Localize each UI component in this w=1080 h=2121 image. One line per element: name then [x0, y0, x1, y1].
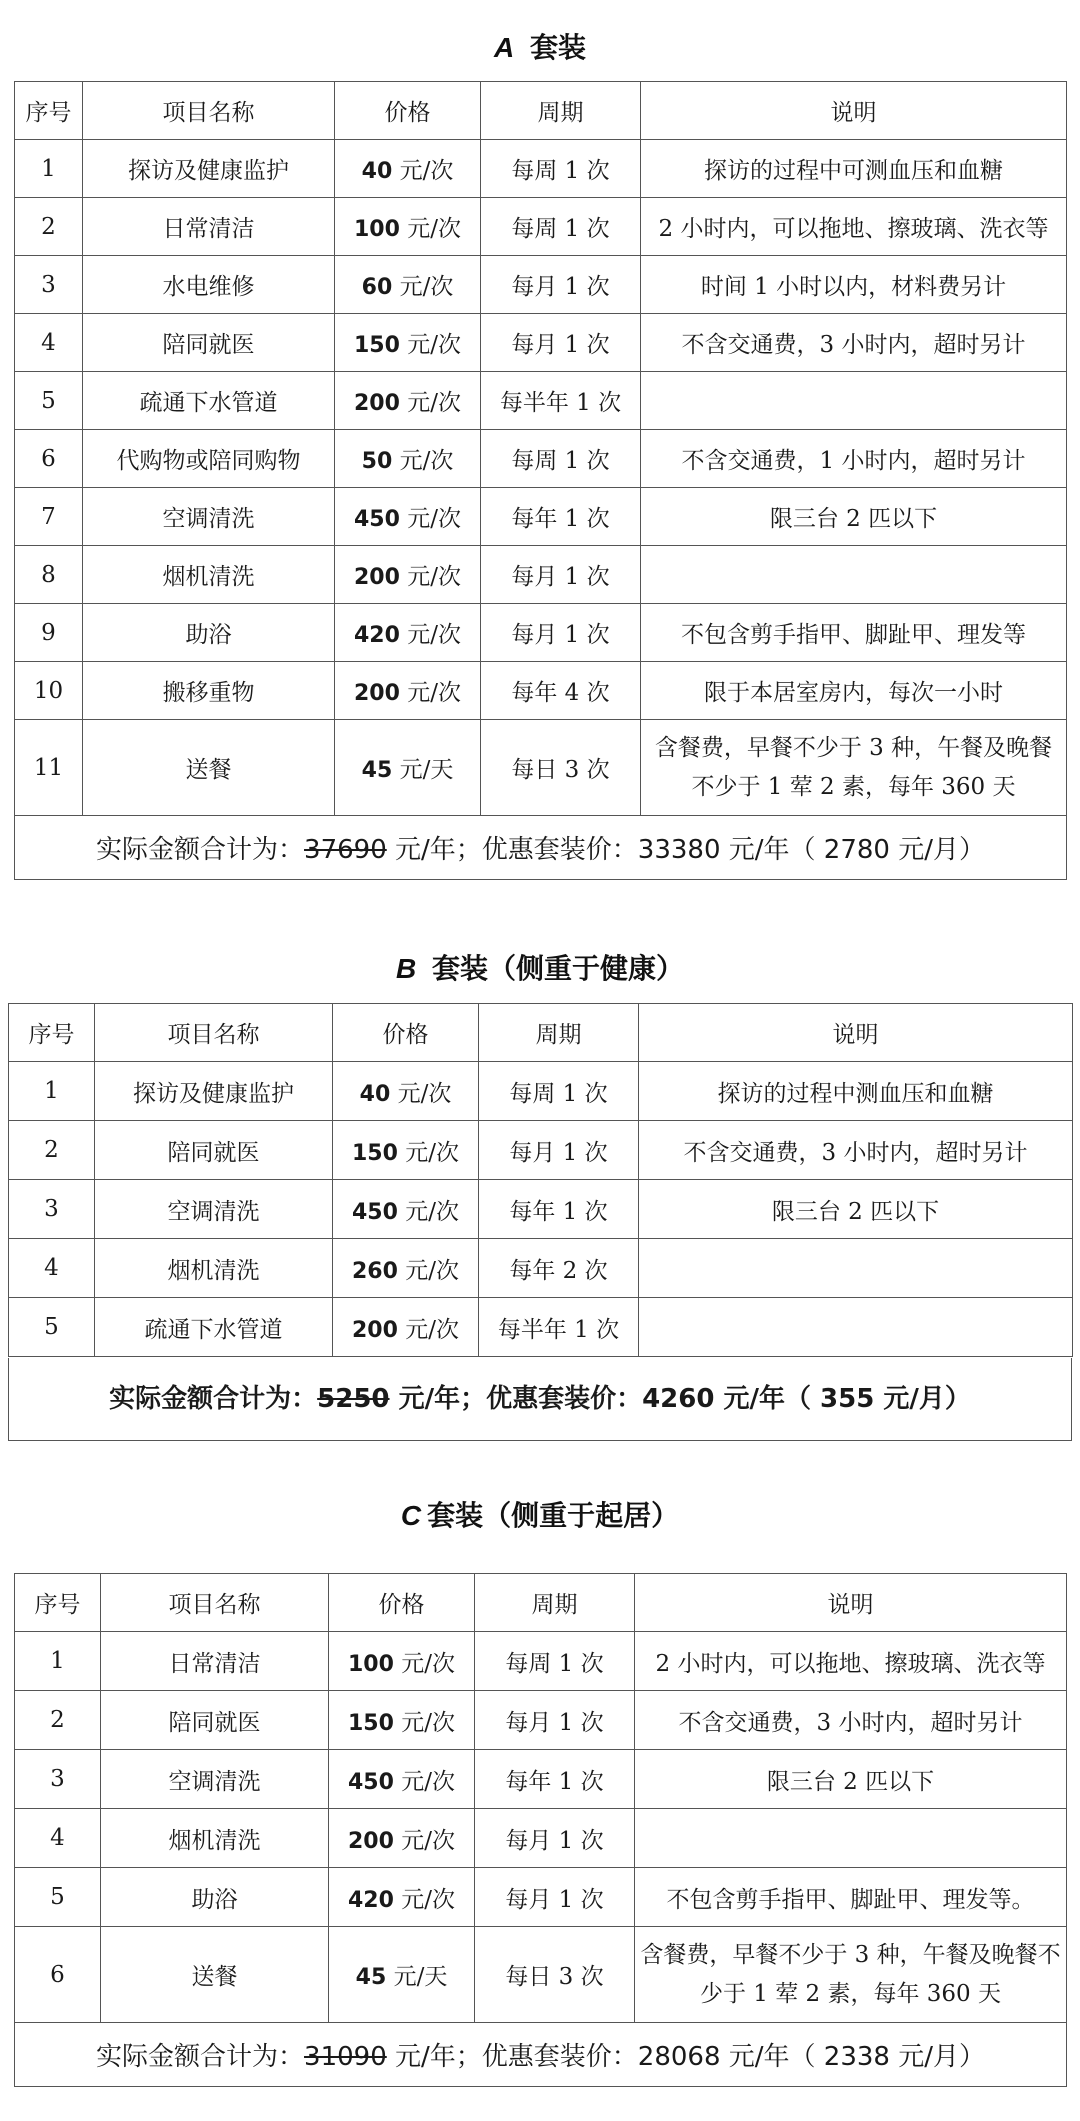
- row-cycle: 每日 3 次: [475, 1927, 635, 2023]
- row-no: 5: [15, 1868, 101, 1927]
- row-no: 1: [15, 140, 83, 198]
- price-number: 260: [352, 1258, 398, 1284]
- row-no: 6: [15, 1927, 101, 2023]
- row-note: 限三台 2 匹以下: [635, 1750, 1067, 1809]
- price-unit: 元/次: [399, 622, 461, 648]
- row-name: 助浴: [83, 604, 335, 662]
- price-number: 100: [354, 217, 400, 242]
- row-name: 陪同就医: [83, 314, 335, 372]
- original-total: 37690: [304, 835, 387, 865]
- package-letter: B: [396, 953, 417, 984]
- header-no: 序号: [15, 1574, 101, 1632]
- price-unit: 元/次: [399, 564, 461, 590]
- discount-price: 4260: [642, 1384, 715, 1414]
- total-mid: 元/年；优惠套装价：: [386, 2042, 638, 2072]
- original-total: 5250: [317, 1384, 390, 1414]
- package-a-table: [14, 81, 1067, 880]
- price-unit: 元/次: [393, 1650, 455, 1677]
- row-price: [335, 198, 481, 256]
- row-name: 疏通下水管道: [83, 372, 335, 430]
- price-unit: 元/次: [393, 1827, 455, 1854]
- discount-price: 28068: [637, 2042, 721, 2072]
- row-price: [333, 1239, 479, 1298]
- row-name: 探访及健康监护: [95, 1062, 333, 1121]
- row-no: 8: [15, 546, 83, 604]
- row-name: 空调清洗: [95, 1180, 333, 1239]
- price-number: 45: [355, 1965, 387, 1990]
- package-c-title: [0, 1494, 1080, 1534]
- row-no: 11: [15, 720, 83, 816]
- header-no: 序号: [15, 82, 83, 140]
- row-cycle: 每日 3 次: [481, 720, 641, 816]
- row-price: [335, 314, 481, 372]
- row-price: [333, 1298, 479, 1357]
- price-number: 450: [354, 507, 400, 532]
- row-note: 不含交通费，3 小时内，超时另计: [635, 1691, 1067, 1750]
- row-name: 日常清洁: [83, 198, 335, 256]
- row-price: [329, 1632, 475, 1691]
- row-price: [333, 1062, 479, 1121]
- row-cycle: 每月 1 次: [475, 1809, 635, 1868]
- table-row: [15, 372, 1067, 430]
- package-title-text: 套装: [520, 31, 586, 64]
- price-number: 420: [348, 1887, 394, 1913]
- row-note: 限三台 2 匹以下: [639, 1180, 1073, 1239]
- row-no: 9: [15, 604, 83, 662]
- total-mid: 元/年；优惠套装价：: [386, 835, 638, 865]
- package-letter: C: [400, 1500, 422, 1531]
- price-unit: 元/次: [393, 1768, 455, 1795]
- table-row: [15, 1750, 1067, 1809]
- price-unit: 元/天: [386, 1964, 448, 1990]
- row-name: 陪同就医: [95, 1121, 333, 1180]
- price-number: 450: [348, 1769, 394, 1795]
- row-name: 陪同就医: [101, 1691, 329, 1750]
- row-price: [333, 1121, 479, 1180]
- total-tail: 元/年（ 2780 元/月）: [720, 835, 985, 865]
- table-row: [9, 1180, 1073, 1239]
- row-price: [335, 430, 481, 488]
- price-unit: 元/次: [399, 332, 461, 358]
- row-cycle: 每年 1 次: [475, 1750, 635, 1809]
- table-row: [15, 314, 1067, 372]
- row-cycle: 每半年 1 次: [481, 372, 641, 430]
- row-note: 时间 1 小时以内，材料费另计: [641, 256, 1067, 314]
- price-number: 200: [354, 391, 400, 416]
- table-row: [15, 488, 1067, 546]
- header-price: 价格: [335, 82, 481, 140]
- row-no: 3: [15, 1750, 101, 1809]
- header-price: 价格: [329, 1574, 475, 1632]
- price-number: 200: [354, 565, 400, 590]
- table-header-row: [9, 1004, 1073, 1062]
- price-unit: 元/次: [397, 1257, 459, 1284]
- row-note: [641, 546, 1067, 604]
- row-price: [335, 372, 481, 430]
- header-cycle: 周期: [479, 1004, 639, 1062]
- table-row: [15, 546, 1067, 604]
- row-name: 烟机清洗: [101, 1809, 329, 1868]
- price-number: 60: [361, 275, 393, 300]
- row-no: 2: [15, 1691, 101, 1750]
- table-row: [15, 1809, 1067, 1868]
- row-note: 2 小时内，可以拖地、擦玻璃、洗衣等: [641, 198, 1067, 256]
- table-row: [9, 1121, 1073, 1180]
- price-unit: 元/次: [399, 506, 461, 532]
- row-price: [335, 604, 481, 662]
- total-tail: 元/年（ 355 元/月）: [714, 1384, 971, 1414]
- total-prefix: 实际金额合计为：: [109, 1384, 318, 1414]
- row-note: [635, 1809, 1067, 1868]
- table-header-row: [15, 1574, 1067, 1632]
- row-note: 2 小时内，可以拖地、擦玻璃、洗衣等: [635, 1632, 1067, 1691]
- row-name: 搬移重物: [83, 662, 335, 720]
- table-row: [15, 1927, 1067, 2023]
- row-price: [329, 1750, 475, 1809]
- price-number: 50: [361, 449, 393, 474]
- row-cycle: 每年 2 次: [479, 1239, 639, 1298]
- table-row: [15, 1868, 1067, 1927]
- total-mid: 元/年；优惠套装价：: [389, 1384, 643, 1414]
- package-b-total: [8, 1358, 1072, 1441]
- price-unit: 元/次: [393, 1709, 455, 1736]
- row-name: 烟机清洗: [83, 546, 335, 604]
- row-note: 探访的过程中测血压和血糖: [639, 1062, 1073, 1121]
- row-cycle: 每年 4 次: [481, 662, 641, 720]
- row-no: 5: [9, 1298, 95, 1357]
- price-number: 45: [361, 758, 393, 783]
- row-no: 3: [15, 256, 83, 314]
- price-number: 420: [354, 623, 400, 648]
- row-name: 疏通下水管道: [95, 1298, 333, 1357]
- price-unit: 元/次: [392, 274, 454, 300]
- price-number: 200: [348, 1828, 394, 1854]
- row-note: 不含交通费，3 小时内，超时另计: [639, 1121, 1073, 1180]
- header-name: 项目名称: [95, 1004, 333, 1062]
- table-row: [15, 720, 1067, 816]
- row-no: 10: [15, 662, 83, 720]
- row-cycle: 每周 1 次: [481, 430, 641, 488]
- row-price: [335, 662, 481, 720]
- row-cycle: 每周 1 次: [479, 1062, 639, 1121]
- price-number: 40: [359, 1081, 391, 1107]
- header-name: 项目名称: [83, 82, 335, 140]
- price-unit: 元/次: [392, 158, 454, 184]
- row-name: 空调清洗: [83, 488, 335, 546]
- header-cycle: 周期: [475, 1574, 635, 1632]
- row-note: [639, 1239, 1073, 1298]
- package-b-title: [0, 947, 1080, 987]
- table-row: [15, 1691, 1067, 1750]
- table-row: [15, 256, 1067, 314]
- header-cycle: 周期: [481, 82, 641, 140]
- row-cycle: 每月 1 次: [481, 604, 641, 662]
- header-note: 说明: [639, 1004, 1073, 1062]
- original-total: 31090: [304, 2042, 387, 2072]
- row-cycle: 每周 1 次: [481, 198, 641, 256]
- total-row: [15, 2023, 1067, 2087]
- row-note: 含餐费，早餐不少于 3 种，午餐及晚餐不少于 1 荤 2 素，每年 360 天: [635, 1927, 1067, 2023]
- row-name: 水电维修: [83, 256, 335, 314]
- row-name: 日常清洁: [101, 1632, 329, 1691]
- row-cycle: 每周 1 次: [481, 140, 641, 198]
- row-cycle: 每月 1 次: [475, 1691, 635, 1750]
- row-note: 不包含剪手指甲、脚趾甲、理发等。: [635, 1868, 1067, 1927]
- package-c-table: [14, 1573, 1067, 2087]
- package-a-title: [0, 26, 1080, 66]
- total-prefix: 实际金额合计为：: [96, 835, 305, 865]
- row-cycle: 每年 1 次: [481, 488, 641, 546]
- table-row: [15, 430, 1067, 488]
- header-name: 项目名称: [101, 1574, 329, 1632]
- package-title-text: 套装（侧重于健康）: [422, 952, 684, 985]
- row-price: [329, 1691, 475, 1750]
- row-price: [329, 1868, 475, 1927]
- price-unit: 元/次: [393, 1886, 455, 1913]
- row-no: 2: [15, 198, 83, 256]
- table-row: [15, 604, 1067, 662]
- price-unit: 元/次: [397, 1316, 459, 1343]
- price-number: 150: [354, 333, 400, 358]
- row-name: 烟机清洗: [95, 1239, 333, 1298]
- row-no: 4: [15, 1809, 101, 1868]
- price-number: 450: [352, 1199, 398, 1225]
- row-price: [335, 720, 481, 816]
- price-number: 200: [352, 1317, 398, 1343]
- price-unit: 元/次: [397, 1139, 459, 1166]
- row-no: 1: [9, 1062, 95, 1121]
- price-unit: 元/次: [397, 1198, 459, 1225]
- package-c-total: [15, 2023, 1067, 2087]
- package-b-table: [8, 1003, 1073, 1357]
- row-name: 探访及健康监护: [83, 140, 335, 198]
- table-row: [15, 662, 1067, 720]
- price-unit: 元/天: [392, 757, 454, 783]
- row-cycle: 每月 1 次: [481, 256, 641, 314]
- row-note: 不含交通费，1 小时内，超时另计: [641, 430, 1067, 488]
- package-title-text: 套装（侧重于起居）: [427, 1499, 680, 1532]
- row-price: [329, 1927, 475, 2023]
- row-cycle: 每月 1 次: [475, 1868, 635, 1927]
- row-no: 7: [15, 488, 83, 546]
- row-name: 送餐: [83, 720, 335, 816]
- row-cycle: 每月 1 次: [479, 1121, 639, 1180]
- header-no: 序号: [9, 1004, 95, 1062]
- row-note: 不包含剪手指甲、脚趾甲、理发等: [641, 604, 1067, 662]
- discount-price: 33380: [637, 835, 721, 865]
- row-cycle: 每月 1 次: [481, 546, 641, 604]
- header-note: 说明: [635, 1574, 1067, 1632]
- price-number: 200: [354, 681, 400, 706]
- total-tail: 元/年（ 2338 元/月）: [720, 2042, 985, 2072]
- row-price: [335, 256, 481, 314]
- row-no: 1: [15, 1632, 101, 1691]
- row-cycle: 每月 1 次: [481, 314, 641, 372]
- price-unit: 元/次: [399, 680, 461, 706]
- row-cycle: 每周 1 次: [475, 1632, 635, 1691]
- row-name: 助浴: [101, 1868, 329, 1927]
- row-price: [335, 488, 481, 546]
- table-row: [15, 140, 1067, 198]
- row-note: 探访的过程中可测血压和血糖: [641, 140, 1067, 198]
- row-name: 空调清洗: [101, 1750, 329, 1809]
- table-header-row: [15, 82, 1067, 140]
- total-prefix: 实际金额合计为：: [96, 2042, 305, 2072]
- package-letter: A: [494, 32, 515, 63]
- row-no: 3: [9, 1180, 95, 1239]
- price-number: 40: [361, 159, 393, 184]
- price-unit: 元/次: [399, 390, 461, 416]
- table-row: [9, 1298, 1073, 1357]
- header-price: 价格: [333, 1004, 479, 1062]
- row-price: [335, 546, 481, 604]
- price-unit: 元/次: [392, 448, 454, 474]
- row-note: 不含交通费，3 小时内，超时另计: [641, 314, 1067, 372]
- price-number: 150: [348, 1710, 394, 1736]
- row-no: 6: [15, 430, 83, 488]
- total-row: [15, 816, 1067, 880]
- row-name: 送餐: [101, 1927, 329, 2023]
- row-price: [333, 1180, 479, 1239]
- table-row: [9, 1239, 1073, 1298]
- row-note: 限三台 2 匹以下: [641, 488, 1067, 546]
- row-no: 4: [9, 1239, 95, 1298]
- row-note: [639, 1298, 1073, 1357]
- table-row: [15, 198, 1067, 256]
- price-number: 150: [352, 1140, 398, 1166]
- row-note: 含餐费，早餐不少于 3 种，午餐及晚餐不少于 1 荤 2 素，每年 360 天: [641, 720, 1067, 816]
- price-number: 100: [348, 1651, 394, 1677]
- row-no: 4: [15, 314, 83, 372]
- price-unit: 元/次: [390, 1080, 452, 1107]
- table-row: [15, 1632, 1067, 1691]
- price-unit: 元/次: [399, 216, 461, 242]
- row-no: 2: [9, 1121, 95, 1180]
- header-note: 说明: [641, 82, 1067, 140]
- row-note: 限于本居室房内，每次一小时: [641, 662, 1067, 720]
- row-price: [335, 140, 481, 198]
- row-name: 代购物或陪同购物: [83, 430, 335, 488]
- row-price: [329, 1809, 475, 1868]
- row-cycle: 每年 1 次: [479, 1180, 639, 1239]
- row-no: 5: [15, 372, 83, 430]
- table-row: [9, 1062, 1073, 1121]
- row-cycle: 每半年 1 次: [479, 1298, 639, 1357]
- package-a-total: [15, 816, 1067, 880]
- row-note: [641, 372, 1067, 430]
